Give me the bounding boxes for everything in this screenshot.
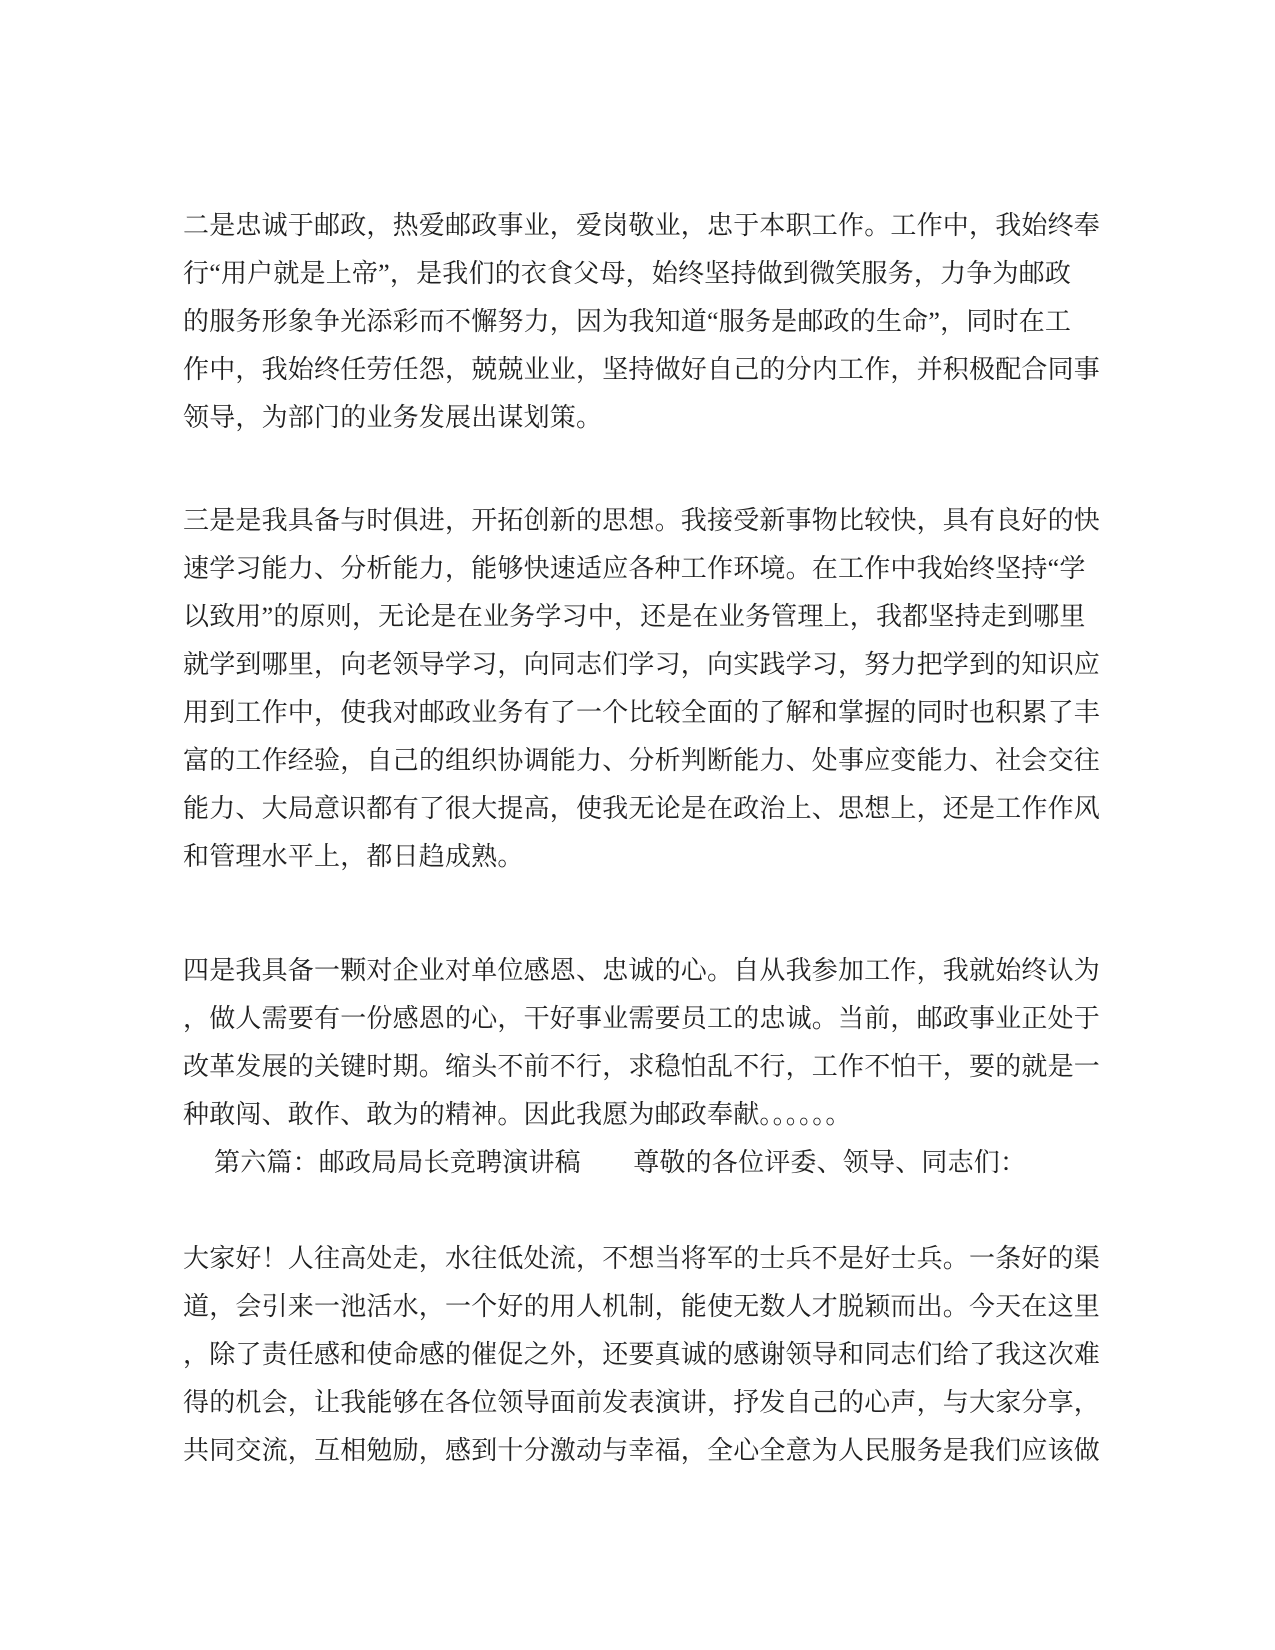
text-line: 四是我具备一颗对企业对单位感恩、忠诚的心。自从我参加工作，我就始终认为 xyxy=(183,956,1101,985)
text-line: ，除了责任感和使命感的催促之外，还要真诚的感谢领导和同志们给了我这次难 xyxy=(183,1340,1101,1369)
text-line: 领导，为部门的业务发展出谋划策。 xyxy=(183,403,603,432)
text-line: 共同交流，互相勉励，感到十分激动与幸福，全心全意为人民服务是我们应该做 xyxy=(183,1436,1101,1465)
text-line: 大家好！人往高处走，水往低处流，不想当将军的士兵不是好士兵。一条好的渠 xyxy=(183,1244,1101,1273)
text-line: 道，会引来一池活水，一个好的用人机制，能使无数人才脱颖而出。今天在这里 xyxy=(183,1292,1101,1321)
paragraph-grateful-loyal-heart xyxy=(183,947,1103,1139)
text-line: 速学习能力、分析能力，能够快速适应各种工作环境。在工作中我始终坚持“学 xyxy=(183,554,1086,583)
text-line: 用到工作中，使我对邮政业务有了一个比较全面的了解和掌握的同时也积累了丰 xyxy=(183,698,1101,727)
text-line: ，做人需要有一份感恩的心，干好事业需要员工的忠诚。当前，邮政事业正处于 xyxy=(183,1004,1101,1033)
text-line: 三是是我具备与时俱进，开拓创新的思想。我接受新事物比较快，具有良好的快 xyxy=(183,506,1101,535)
text-line: 富的工作经验，自己的组织协调能力、分析判断能力、处事应变能力、社会交往 xyxy=(183,746,1101,775)
paragraph-chapter-six-heading xyxy=(183,1139,1103,1187)
document-text-body xyxy=(183,202,1103,1475)
text-line: 的服务形象争光添彩而不懈努力，因为我知道“服务是邮政的生命”，同时在工 xyxy=(183,307,1072,336)
text-line: 种敢闯、敢作、敢为的精神。因此我愿为邮政奉献。。。。。。 xyxy=(183,1100,852,1129)
text-line: 能力、大局意识都有了很大提高，使我无论是在政治上、思想上，还是工作作风 xyxy=(183,794,1101,823)
paragraph-keep-pace-innovation xyxy=(183,497,1103,881)
text-line: 改革发展的关键时期。缩头不前不行，求稳怕乱不行，工作不怕干，要的就是一 xyxy=(183,1052,1101,1081)
paragraph-loyalty-to-post xyxy=(183,202,1103,442)
text-line: 就学到哪里，向老领导学习，向同志们学习，向实践学习，努力把学到的知识应 xyxy=(183,650,1101,679)
text-line: 行“用户就是上帝”，是我们的衣食父母，始终坚持做到微笑服务，力争为邮政 xyxy=(183,259,1072,288)
text-line: 二是忠诚于邮政，热爱邮政事业，爱岗敬业，忠于本职工作。工作中，我始终奉 xyxy=(183,211,1101,240)
text-line: 第六篇：邮政局局长竞聘演讲稿 尊敬的各位评委、领导、同志们： xyxy=(214,1148,1027,1177)
text-line: 和管理水平上，都日趋成熟。 xyxy=(183,842,524,871)
text-line: 以致用”的原则，无论是在业务学习中，还是在业务管理上，我都坚持走到哪里 xyxy=(183,602,1086,631)
text-line: 得的机会，让我能够在各位领导面前发表演讲，抒发自己的心声，与大家分享， xyxy=(183,1388,1101,1417)
paragraph-greeting-speech xyxy=(183,1235,1103,1475)
text-line: 作中，我始终任劳任怨，兢兢业业，坚持做好自己的分内工作，并积极配合同事 xyxy=(183,355,1101,384)
